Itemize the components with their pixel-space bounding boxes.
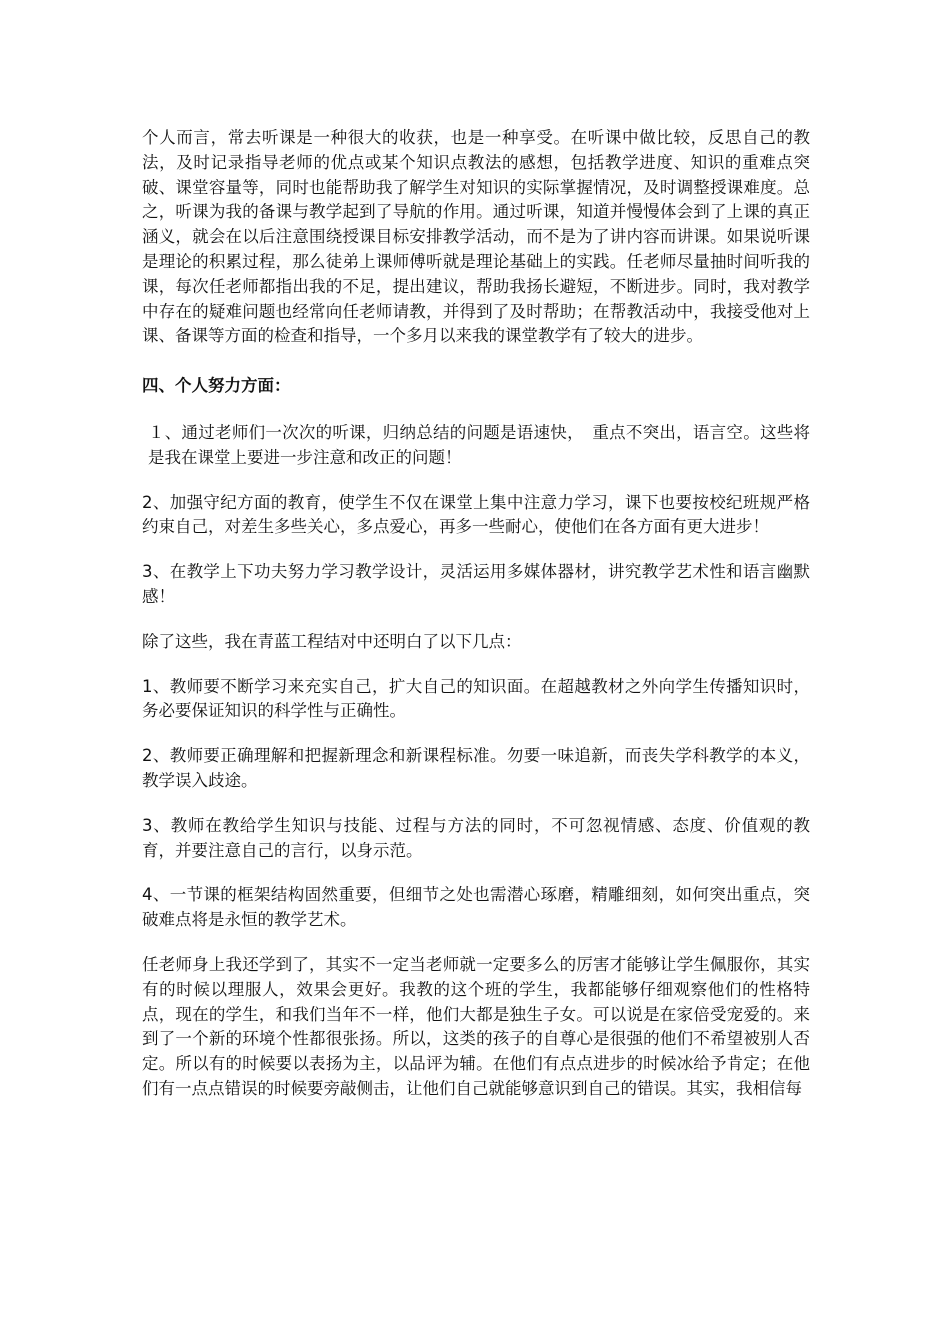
- section-heading-personal-effort: 四、个人努力方面：: [142, 376, 291, 396]
- list-item-lesson-2: 2、教师要正确理解和把握新理念和新课程标准。勿要一味追新，而丧失学科教学的本义，教学误入歧途。: [142, 746, 810, 790]
- list-item-effort-2: 2、加强守纪方面的教育，使学生不仅在课堂上集中注意力学习，课下也要按校纪班规严格约束自己，对差生多些关心，多点爱心，再多一些耐心，使他们在各方面有更大进步！: [142, 492, 810, 537]
- list-item-lesson-4: 4、一节课的框架结构固然重要，但细节之处也需潜心琢磨，精雕细刻，如何突出重点，突破难点将是永恒的教学艺术。: [142, 885, 810, 930]
- list-item-lesson-3: 3、教师在教给学生知识与技能、过程与方法的同时，不可忽视情感、态度、价值观的教育，并要注意自己的言行，以身示范。: [142, 815, 810, 860]
- list-item-effort-1: １、通过老师们一次次的听课，归纳总结的问题是语速快， 重点不突出，语言空。这些将是我在课堂上要进一步注意和改正的问题！: [148, 422, 810, 467]
- paragraph-intro-lessons: 除了这些，我在青蓝工程结对中还明白了以下几点：: [142, 631, 522, 651]
- paragraph-mentor-insight: 任老师身上我还学到了，其实不一定当老师就一定要多么的厉害才能够让学生佩服你，其实有的时候以理服人，效果会更好。我教的这个班的学生，我都能够仔细观察他们的性格特点，现在的学生，和我们当年不一样，他们大都是独生子女。可以说是在家倍受宠爱的。来到了一个新的环境个性都很张扬。所以，这类的孩子的自尊心是很强的他们不希望被别人否定。所以有的时候要以表扬为主，以品评为辅。在他们有点点进步的时候冰给予肯定；在他们有一点点错误的时候要旁敲侧击，让他们自己就能够意识到自己的错误。其实，我相信每: [142, 954, 810, 1098]
- paragraph-lesson-observation: 个人而言，常去听课是一种很大的收获，也是一种享受。在听课中做比较，反思自己的教法，及时记录指导老师的优点或某个知识点教法的感想，包括教学进度、知识的重难点突破、课堂容量等，同时也能帮助我了解学生对知识的实际掌握情况，及时调整授课难度。总之，听课为我的备课与教学起到了导航的作用。通过听课，知道并慢慢体会到了上课的真正涵义，就会在以后注意围绕授课目标安排教学活动，而不是为了讲内容而讲课。如果说听课是理论的积累过程，那么徒弟上课师傅听就是理论基础上的实践。任老师尽量抽时间听我的课，每次任老师都指出我的不足，提出建议，帮助我扬长避短，不断进步。同时，我对教学中存在的疑难问题也经常向任老师请教，并得到了及时帮助；在帮教活动中，我接受他对上课、备课等方面的检查和指导，一个多月以来我的课堂教学有了较大的进步。: [142, 128, 810, 346]
- list-item-effort-3: 3、在教学上下功夫努力学习教学设计，灵活运用多媒体器材，讲究教学艺术性和语言幽默感！: [142, 562, 810, 606]
- document-body: [142, 126, 810, 1122]
- list-item-lesson-1: 1、教师要不断学习来充实自己，扩大自己的知识面。在超越教材之外向学生传播知识时，务必要保证知识的科学性与正确性。: [142, 676, 810, 721]
